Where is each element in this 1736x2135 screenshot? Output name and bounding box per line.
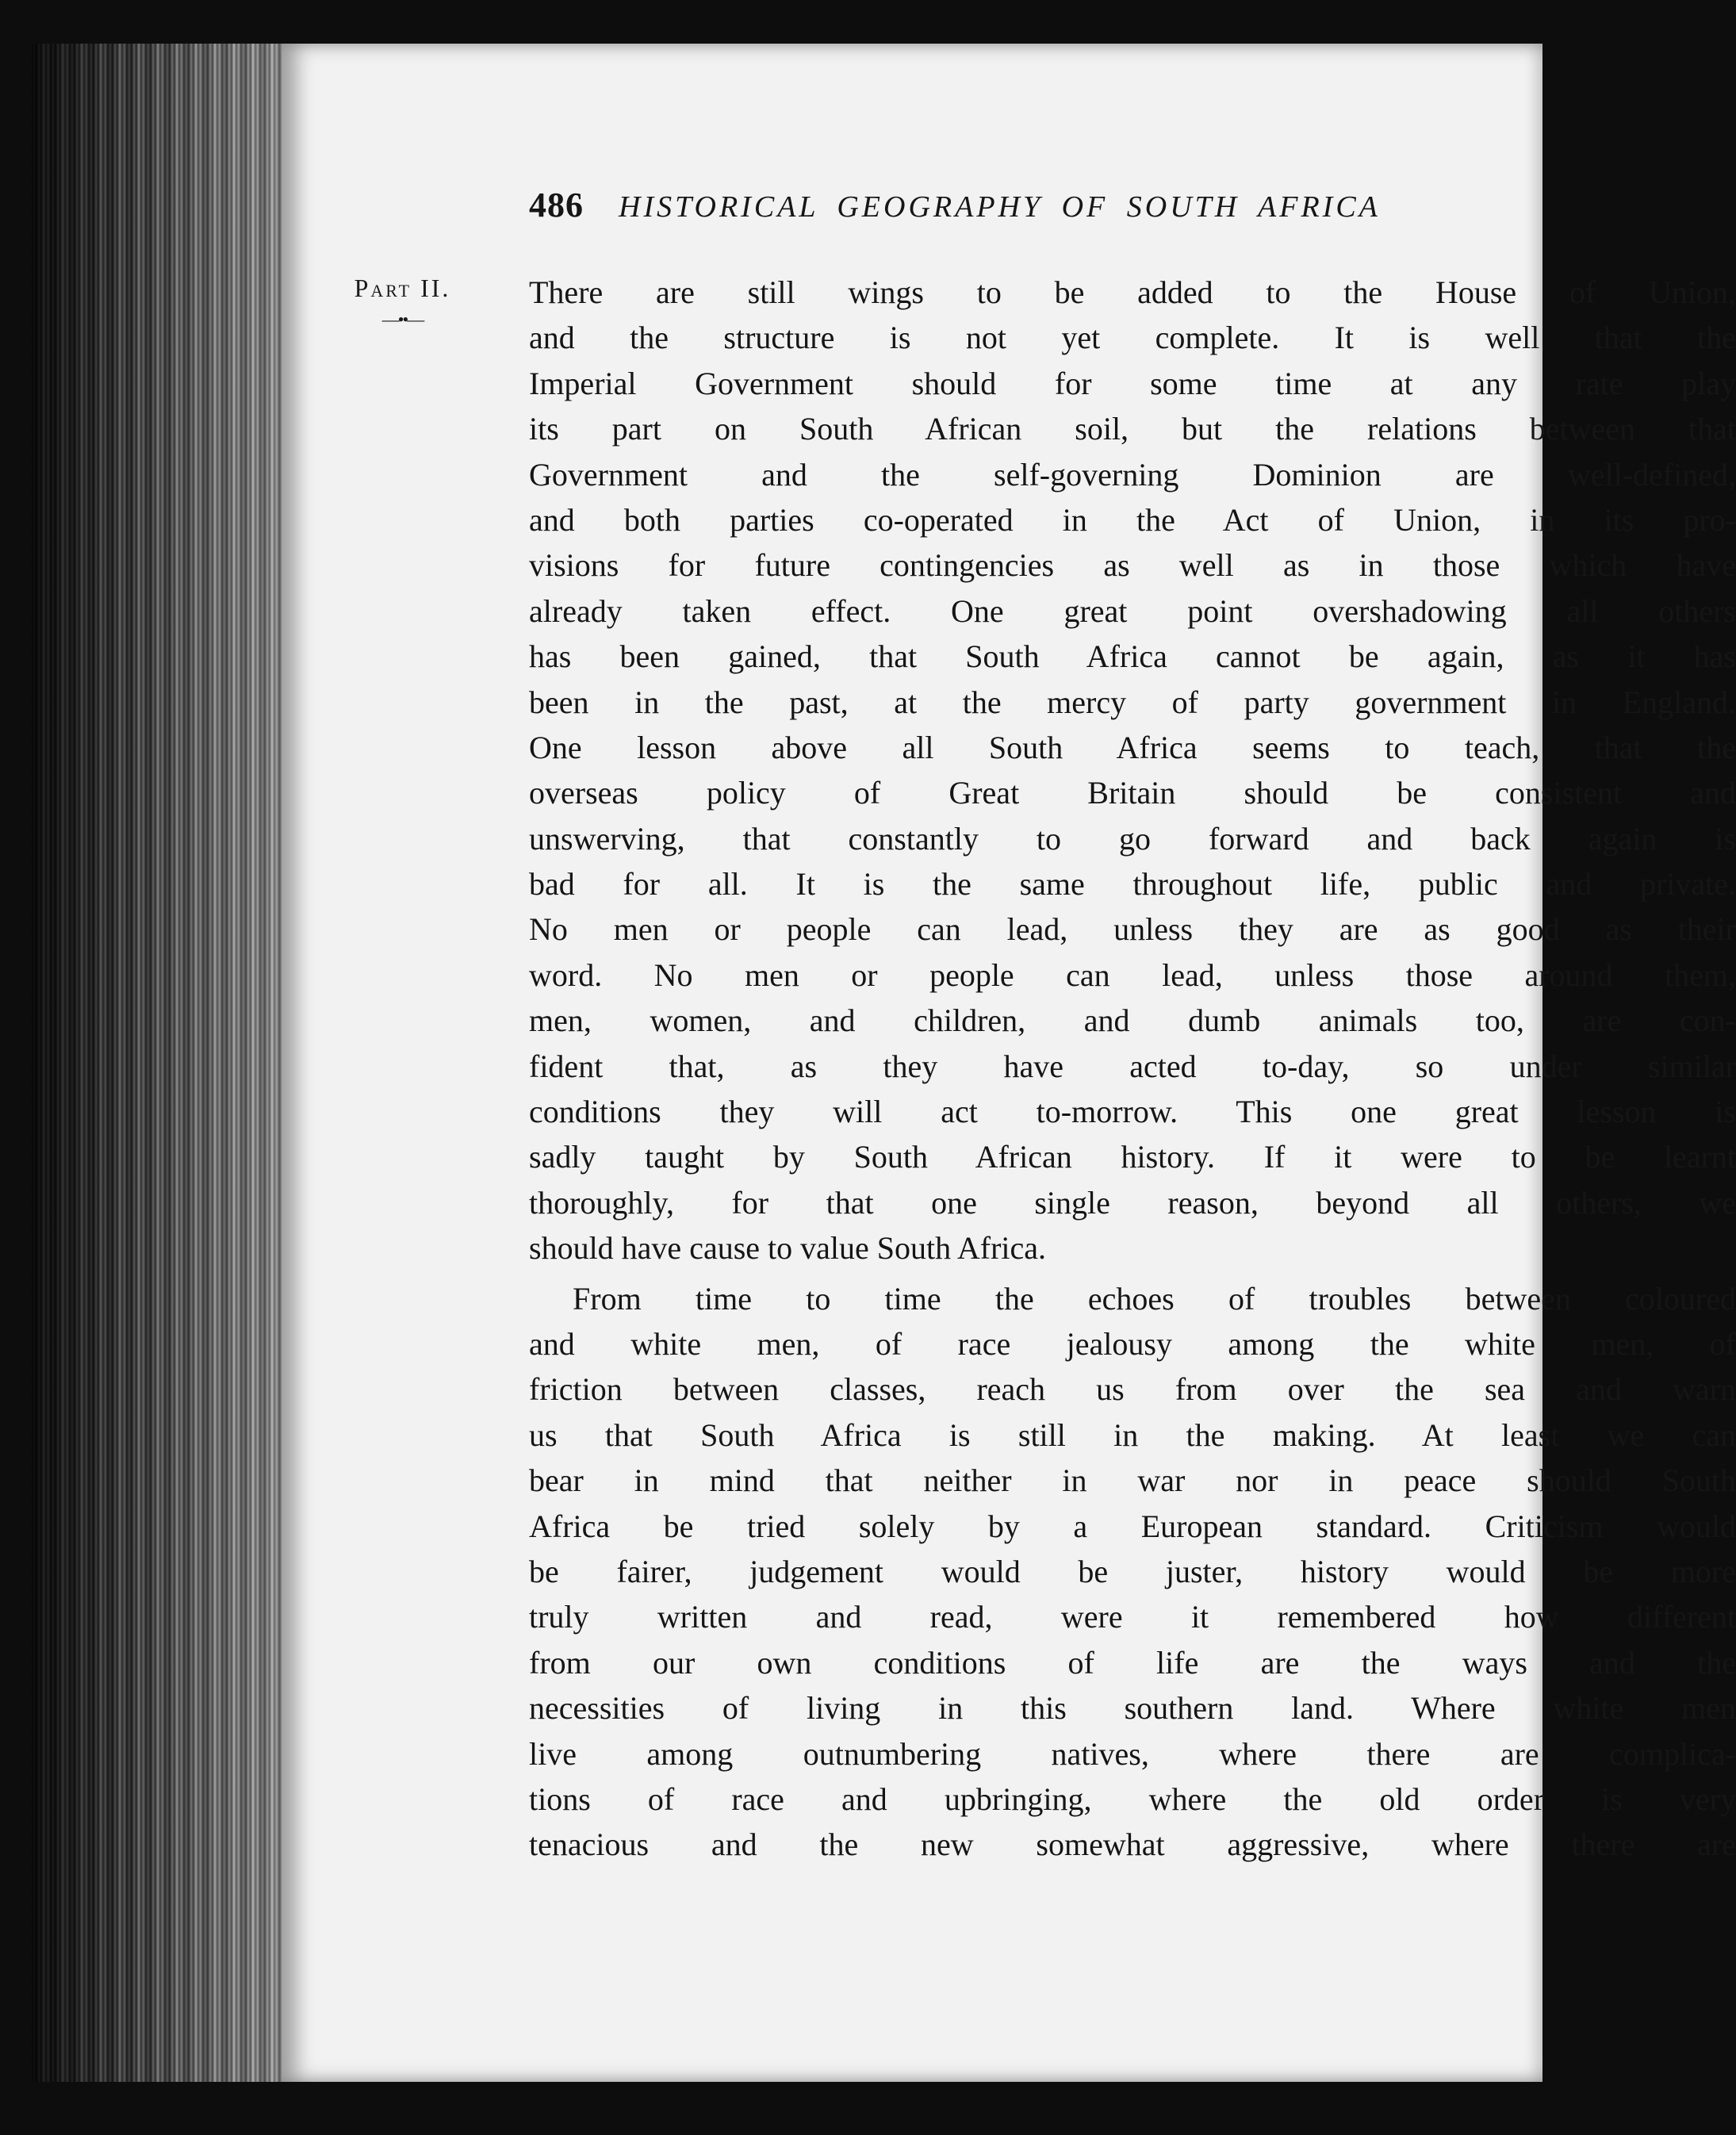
text-line: its part on South African soil, but the relations between that <box>529 411 1736 447</box>
running-head <box>529 185 1734 225</box>
text-line: from our own conditions of life are the ways and the <box>529 1644 1736 1681</box>
ornament-divider: —••— <box>381 309 423 329</box>
text-line: be fairer, judgement would be juster, history would be more <box>529 1553 1736 1589</box>
text-line: word. No men or people can lead, unless those around them, <box>529 956 1736 993</box>
text-line: sadly taught by South African history. If it were to be learnt <box>529 1139 1736 1175</box>
text-line: bad for all. It is the same throughout life, public and private. <box>529 866 1736 903</box>
text-line: Africa be tried solely by a European standard. Criticism would <box>529 1508 1736 1544</box>
text-line: live among outnumbering natives, where there are complica- <box>529 1735 1736 1772</box>
text-line: should have cause to value South Africa. <box>529 1230 1047 1267</box>
text-line: unswerving, that constantly to go forward and back again is <box>529 820 1736 857</box>
part-label: Part II. <box>354 274 451 302</box>
text-line: conditions they will act to-morrow. This one great lesson is <box>529 1094 1736 1130</box>
body-text <box>529 270 1736 1868</box>
text-line: truly written and read, were it remembered how different <box>529 1599 1736 1635</box>
paragraph-2 <box>529 1276 1736 1868</box>
page-edges-shadow <box>32 44 293 2082</box>
text-line: There are still wings to be added to the House of Union, <box>529 274 1736 310</box>
text-line: and white men, of race jealousy among the white men, of <box>529 1325 1736 1362</box>
text-line: us that South Africa is still in the making. At least we can <box>529 1416 1736 1453</box>
text-line: already taken effect. One great point overshadowing all others <box>529 592 1736 629</box>
text-line: fident that, as they have acted to-day, so under similar <box>529 1048 1736 1084</box>
text-line: Government and the self-governing Dominion are well-defined, <box>529 456 1736 493</box>
text-line: overseas policy of Great Britain should be consistent and <box>529 775 1736 811</box>
text-line: and the structure is not yet complete. It is well that the <box>529 320 1736 356</box>
text-line: bear in mind that neither in war nor in peace should South <box>529 1462 1736 1499</box>
text-line: men, women, and children, and dumb animals too, are con- <box>529 1002 1736 1039</box>
text-line: thoroughly, for that one single reason, beyond all others, we <box>529 1184 1736 1221</box>
text-line: necessities of living in this southern land. Where white men <box>529 1690 1736 1727</box>
text-line: visions for future contingencies as well as in those which have <box>529 547 1736 584</box>
page-number: 486 <box>529 186 584 224</box>
text-line: No men or people can lead, unless they are as good as their <box>529 911 1736 948</box>
text-line: has been gained, that South Africa cannot be again, as it has <box>529 638 1736 675</box>
text-line: tenacious and the new somewhat aggressive, where there are <box>529 1826 1736 1863</box>
running-title: HISTORICAL GEOGRAPHY OF SOUTH AFRICA <box>619 190 1381 224</box>
text-line: tions of race and upbringing, where the old order is very <box>529 1780 1736 1817</box>
paragraph-1 <box>529 270 1736 1271</box>
margin-note <box>349 274 456 330</box>
book-page <box>282 44 1736 2082</box>
text-line: From time to time the echoes of troubles between coloured <box>573 1280 1736 1317</box>
text-line: Imperial Government should for some time at any rate play <box>529 365 1736 401</box>
text-line: One lesson above all South Africa seems to teach, that the <box>529 729 1736 765</box>
text-line: friction between classes, reach us from over the sea and warn <box>529 1371 1736 1408</box>
text-line: been in the past, at the mercy of party government in England. <box>529 684 1736 720</box>
text-line: and both parties co-operated in the Act of Union, in its pro- <box>529 501 1736 538</box>
